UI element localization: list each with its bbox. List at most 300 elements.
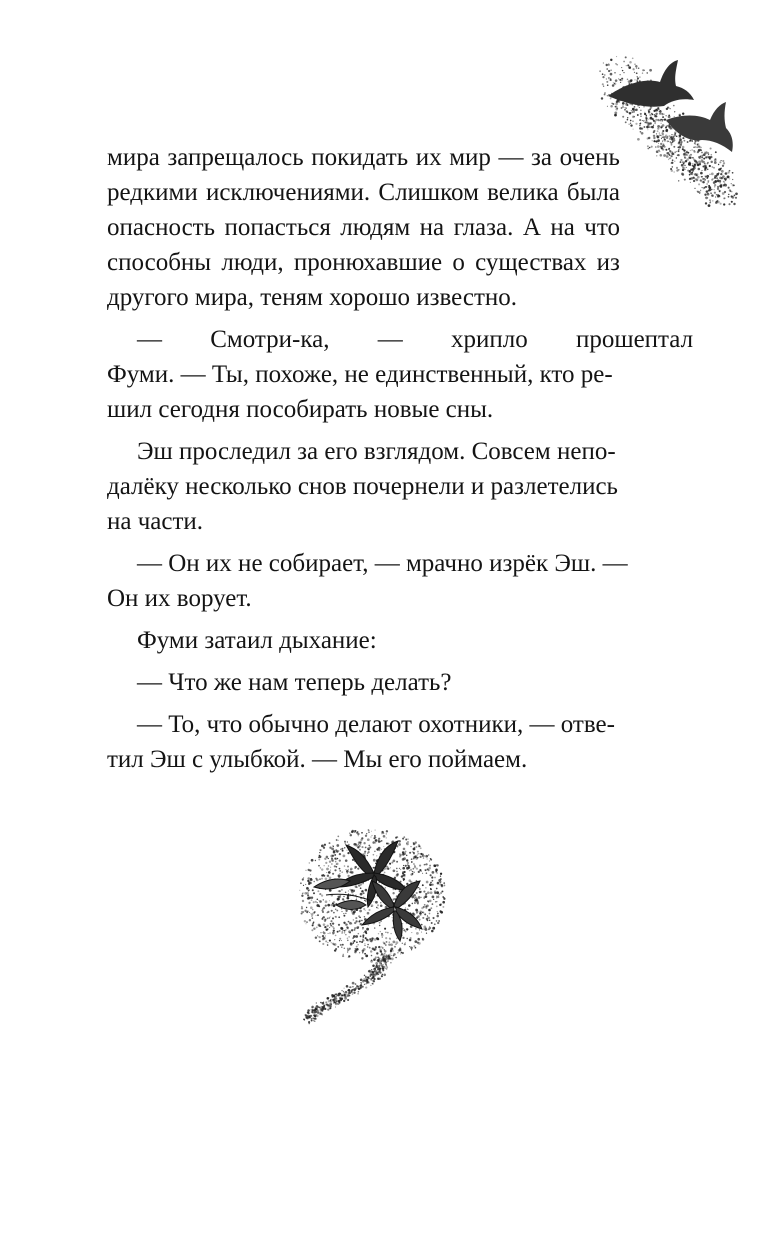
speckle-dot [340,944,342,946]
speckle-dot [309,862,310,863]
speckle-dot [712,200,713,201]
speckle-dot [358,884,360,886]
speckle-dot [323,899,324,900]
speckle-dot [328,997,329,998]
speckle-dot [353,940,355,942]
speckle-dot [341,940,342,941]
speckle-dot [430,882,431,883]
speckle-dot [331,942,332,943]
speckle-dot [312,917,314,919]
speckle-dot [707,168,709,170]
speckle-dot [694,160,697,163]
speckle-dot [693,168,694,169]
speckle-dot [390,952,391,953]
speckle-dot [322,1002,325,1005]
speckle-dot [384,960,386,962]
speckle-dot [717,180,720,183]
speckle-dot [674,140,675,141]
speckle-dot [381,975,383,977]
speckle-dot [636,72,638,74]
speckle-dot [303,1019,305,1021]
speckle-dot [701,176,703,178]
speckle-dot [434,877,436,879]
speckle-dot [335,993,337,995]
speckle-dot [351,871,354,874]
speckle-dot [342,850,344,852]
speckle-dot [682,169,684,171]
speckle-dot [608,77,610,79]
speckle-dot [436,864,437,865]
speckle-dot [373,978,375,980]
speckle-dot [341,928,343,930]
speckle-dot [365,937,367,939]
speckle-dot [336,910,338,912]
speckle-dot [348,930,351,933]
speckle-dot [429,927,432,930]
speckle-dot [339,938,341,940]
speckle-dot [440,876,441,877]
speckle-dot [379,970,381,972]
speckle-dot [362,939,364,941]
speckle-dot [704,161,705,162]
speckle-dot [303,885,304,886]
speckle-dot [383,974,386,977]
speckle-dot [695,146,696,147]
speckle-dot [697,176,700,179]
speckle-dot [683,154,685,156]
speckle-dot [311,915,313,917]
speckle-dot [676,169,678,171]
paragraph-3 [107,434,620,539]
word: люди, [221,249,284,276]
speckle-dot [393,953,395,955]
speckle-dot [402,858,405,861]
speckle-dot [388,955,389,956]
speckle-dot [721,170,724,173]
speckle-dot [633,129,634,130]
speckle-dot [383,968,384,969]
speckle-dot [704,168,706,170]
text-line: Эш проследил за его взглядом. Совсем непо- [137,438,616,465]
speckle-dot [656,133,657,134]
word: на [419,214,445,241]
speckle-dot [439,904,441,906]
speckle-dot [433,917,435,919]
speckle-dot [304,920,306,922]
speckle-dot [386,833,387,834]
speckle-dot [344,865,346,867]
speckle-dot [323,937,326,940]
speckle-dot [336,839,338,841]
speckle-dot [419,869,421,871]
speckle-dot [614,82,617,85]
speckle-dot [380,931,381,932]
speckle-dot [320,850,321,851]
speckle-dot [414,902,416,904]
speckle-dot [648,119,649,120]
speckle-dot [723,181,725,183]
speckle-dot [655,140,657,142]
speckle-dot [327,944,329,946]
speckle-dot [680,161,682,163]
speckle-dot [310,906,313,909]
speckle-dot [647,129,648,130]
speckle-dot [644,122,646,124]
speckle-dot [344,947,346,949]
speckle-dot [431,922,433,924]
speckle-dot [335,999,338,1002]
speckle-dot [653,137,655,139]
speckle-dot [375,946,377,948]
speckle-dot [711,154,713,156]
speckle-dot [733,185,735,187]
speckle-dot [409,852,411,854]
speckle-dot [355,983,357,985]
speckle-dot [368,845,370,847]
story-text [107,140,694,784]
speckle-dot [654,114,655,115]
speckle-dot [608,70,610,72]
speckle-dot [414,897,416,899]
speckle-dot [405,851,407,853]
speckle-dot [301,911,302,912]
speckle-dot [694,169,695,170]
speckle-dot [417,942,419,944]
speckle-dot [368,978,370,980]
speckle-dot [365,835,367,837]
speckle-dot [347,938,349,940]
speckle-dot [727,171,729,173]
speckle-dot [622,105,623,106]
speckle-dot [367,946,368,947]
speckle-dot [383,835,386,838]
speckle-dot [651,126,654,129]
speckle-dot [619,79,621,81]
speckle-dot [409,870,410,871]
speckle-dot [711,194,714,197]
speckle-dot [665,115,666,116]
bat-wing-lower [666,102,733,152]
speckle-dot [326,872,327,873]
paragraph-1 [107,140,620,315]
speckle-dot [393,889,394,890]
speckle-dot [370,979,372,981]
speckle-dot [357,831,358,832]
speckle-dot [311,1015,312,1016]
speckle-dot [390,933,391,934]
speckle-dot [682,173,685,176]
speckle-dot [397,952,399,954]
speckle-dot [722,175,725,178]
speckle-dot [720,185,723,188]
speckle-dot [609,79,610,80]
speckle-dot [644,112,645,113]
speckle-dot [387,932,389,934]
speckle-dot [326,868,329,871]
speckle-dot [643,126,645,128]
speckle-dot [606,78,607,79]
speckle-dot [367,855,368,856]
speckle-dot [709,157,711,159]
speckle-dot [351,923,352,924]
speckle-dot [722,192,725,195]
speckle-dot [321,874,323,876]
speckle-dot [682,161,683,162]
speckle-dot [360,987,362,989]
speckle-dot [638,68,639,69]
speckle-dot [332,917,334,919]
speckle-dot [674,171,675,172]
speckle-dot [682,148,684,150]
speckle-dot [714,192,716,194]
speckle-dot [413,848,416,851]
speckle-dot [353,910,356,913]
speckle-dot [701,157,703,159]
speckle-dot [352,982,355,985]
speckle-dot [361,890,363,892]
speckle-dot [670,108,671,109]
speckle-dot [413,853,415,855]
speckle-dot [671,155,673,157]
speckle-dot [351,889,353,891]
speckle-dot [393,859,396,862]
speckle-dot [702,166,704,168]
speckle-dot [381,965,382,966]
speckle-dot [715,180,717,182]
speckle-dot [709,188,712,191]
speckle-dot [371,939,373,941]
speckle-dot [348,869,349,870]
speckle-dot [372,965,375,968]
speckle-dot [431,876,433,878]
speckle-dot [407,862,409,864]
speckle-dot [398,890,400,892]
speckle-dot [384,949,386,951]
speckle-dot [355,935,358,938]
text-line: тил Эш с улыбкой. — Мы его поймаем. [107,746,528,773]
speckle-dot [437,913,439,915]
speckle-dot [381,933,383,935]
speckle-dot [694,142,696,144]
speckle-dot [662,144,665,147]
speckle-dot [414,865,415,866]
speckle-dot [328,1000,331,1003]
speckle-dot [339,870,341,872]
speckle-dot [416,932,419,935]
speckle-dot [310,874,311,875]
speckle-dot [334,1001,336,1003]
speckle-dot [728,194,729,195]
speckle-dot [610,70,611,71]
speckle-dot [618,78,619,79]
speckle-dot [429,883,432,886]
speckle-dot [396,861,398,863]
speckle-dot [690,150,691,151]
speckle-dot [665,149,667,151]
speckle-dot [346,872,348,874]
speckle-dot [697,144,699,146]
speckle-dot [360,982,361,983]
speckle-dot [709,165,711,167]
speckle-dot [631,111,633,113]
speckle-dot [354,866,356,868]
speckle-dot [714,159,717,162]
word: о [452,249,465,276]
speckle-dot [666,152,669,155]
speckle-dot [625,107,627,109]
speckle-dot [720,173,722,175]
speckle-dot [671,127,673,129]
speckle-dot [338,890,339,891]
speckle-dot [647,72,648,73]
speckle-dot [430,891,433,894]
speckle-dot [330,869,331,870]
speckle-dot [371,906,372,907]
speckle-dot [338,840,339,841]
speckle-dot [322,910,323,911]
speckle-dot [361,837,363,839]
speckle-dot [392,898,394,900]
speckle-dot [426,863,428,865]
speckle-dot [721,160,722,161]
speckle-dot [373,901,374,902]
speckle-dot [378,933,379,934]
speckle-dot [662,119,664,121]
speckle-dot [335,1003,337,1005]
speckle-dot [413,856,416,859]
speckle-dot [351,831,353,833]
speckle-dot [717,188,719,190]
speckle-dot [318,900,319,901]
speckle-dot [630,120,632,122]
speckle-dot [686,151,689,154]
speckle-dot [628,82,630,84]
speckle-dot [311,929,313,931]
word: редкими [107,179,198,206]
speckle-dot [316,927,318,929]
speckle-dot [386,837,387,838]
speckle-dot [423,857,425,859]
speckle-dot [663,154,666,157]
speckle-dot [356,926,359,929]
speckle-dot [419,856,421,858]
speckle-dot [336,864,337,865]
bat-wing-upper [608,60,694,107]
speckle-dot [380,904,383,907]
speckle-dot [342,955,344,957]
speckle-dot [371,835,372,836]
speckle-dot [625,121,627,123]
speckle-dot [359,849,361,851]
speckle-dot [666,155,669,158]
speckle-dot [714,189,715,190]
speckle-dot [428,909,431,912]
speckle-dot [395,957,396,958]
speckle-dot [625,107,626,108]
speckle-dot [385,944,387,946]
speckle-dot [355,987,357,989]
word: пронюхавшие [293,249,443,276]
speckle-dot [672,141,673,142]
speckle-dot [332,873,334,875]
speckle-dot [321,895,323,897]
speckle-dot [651,146,653,148]
speckle-dot [706,183,707,184]
speckle-dot [345,934,346,935]
speckle-dot [424,855,425,856]
speckle-dot [646,115,647,116]
speckle-dot [693,151,695,153]
speckle-dot [652,114,653,115]
speckle-dot [696,146,698,148]
speckle-dot [358,991,360,993]
speckle-dot [443,897,445,899]
speckle-dot [347,999,349,1001]
speckle-dot [361,846,363,848]
speckle-dot [639,125,641,127]
speckle-dot [309,1017,311,1019]
speckle-dot [373,968,376,971]
speckle-dot [351,929,353,931]
speckle-dot [682,113,684,115]
speckle-dot [382,937,383,938]
speckle-dot [324,926,326,928]
speckle-dot [321,1014,323,1016]
speckle-dot [402,952,404,954]
speckle-dot [321,1009,322,1010]
speckle-dot [667,136,668,137]
speckle-dot [345,842,346,843]
speckle-dot [311,1020,313,1022]
speckle-dot [629,61,632,64]
speckle-dot [361,957,363,959]
speckle-dot [343,855,346,858]
speckle-dot [616,56,617,57]
speckle-dot [342,931,343,932]
speckle-dot [316,915,317,916]
speckle-dot [380,950,382,952]
speckle-dot [326,1004,327,1005]
speckle-dot [416,910,419,913]
speckle-dot [385,887,386,888]
speckle-dot [649,108,651,110]
speckle-dot [376,952,378,954]
speckle-dot [700,147,701,148]
speckle-dot [309,870,310,871]
text-line [107,210,620,245]
speckle-dot [313,881,315,883]
speckle-dot [411,932,412,933]
speckle-dot [614,112,617,115]
speckle-dot [415,857,418,860]
speckle-dot [666,129,669,132]
word: за [531,144,553,171]
speckle-dot [315,878,317,880]
speckle-dot [678,180,679,181]
speckle-dot [330,923,332,925]
speckle-dot [690,182,691,183]
speckle-dot [390,943,393,946]
speckle-dot [371,955,373,957]
speckle-dot [670,151,673,154]
speckle-dot [334,854,336,856]
speckle-dot [640,113,642,115]
speckle-dot [375,842,376,843]
speckle-dot [428,854,429,855]
speckle-dot [335,858,338,861]
speckle-dot [380,968,381,969]
speckle-dot [634,79,635,80]
